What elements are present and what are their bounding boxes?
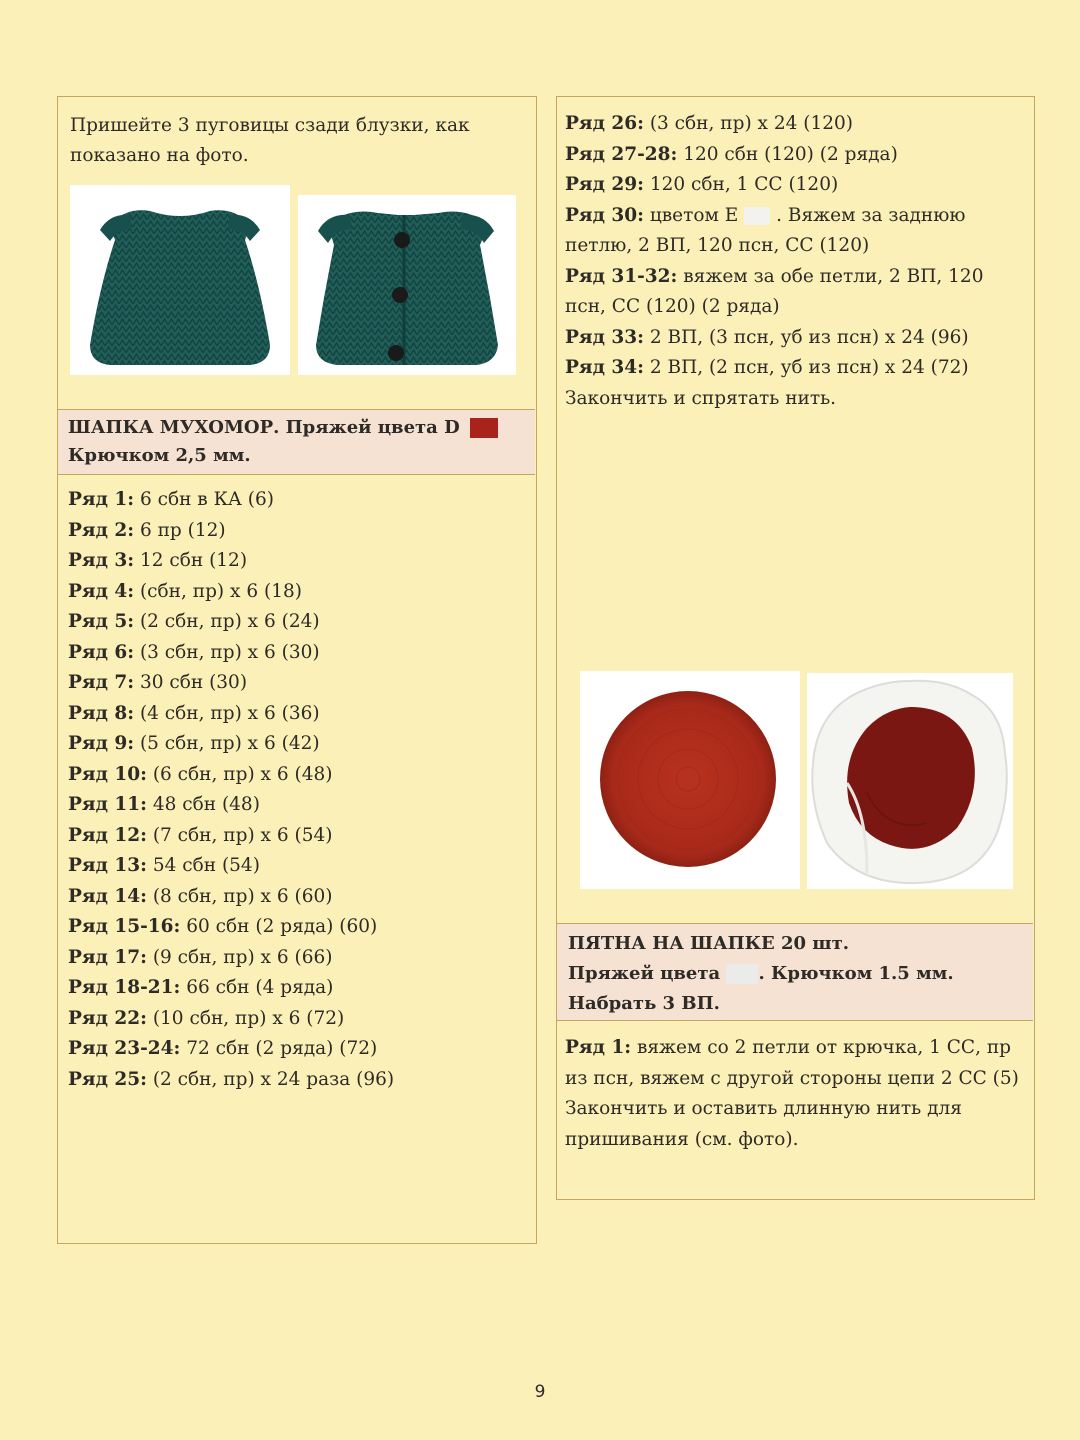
- hat-row: Ряд 11: 48 сбн (48): [68, 794, 260, 815]
- hat-row: Ряд 33: 2 ВП, (3 псн, уб из псн) х 24 (96): [565, 326, 969, 348]
- hat-row: Ряд 31-32: вяжем за обе петли, 2 ВП, 120 псн, СС (120) (2 ряда): [565, 265, 984, 317]
- finish-text: Закончить и спрятать нить.: [565, 387, 837, 409]
- left-column-box: [57, 96, 537, 1244]
- hat-row: Ряд 14: (8 сбн, пр) х 6 (60): [68, 885, 333, 907]
- hat-row: Ряд 26: (3 сбн, пр) х 24 (120): [565, 113, 854, 134]
- hat-inside-photo: [807, 673, 1013, 889]
- hat-row: Ряд 9: (5 сбн, пр) х 6 (42): [68, 733, 320, 754]
- spots-header-line3: Набрать 3 ВП.: [568, 993, 720, 1014]
- hat-row: Ряд 12: (7 сбн, пр) х 6 (54): [68, 824, 333, 846]
- spots-header-line2b: . Крючком 1.5 мм.: [758, 963, 954, 984]
- hat-row: Ряд 6: (3 сбн, пр) х 6 (30): [68, 641, 320, 663]
- spots-section-header: [557, 923, 1033, 1021]
- hat-row: Ряд 27-28: 120 сбн (120) (2 ряда): [565, 143, 898, 165]
- blouse-back-photo: [298, 195, 516, 375]
- hat-row: Ряд 3: 12 сбн (12): [68, 550, 248, 571]
- color-e-swatch: [744, 207, 770, 225]
- hat-row: Ряд 34: 2 ВП, (2 псн, уб из псн) х 24 (72): [565, 357, 969, 378]
- red-hat-photo: [580, 671, 800, 889]
- hat-row: Ряд 18-21: 66 сбн (4 ряда): [68, 977, 334, 998]
- hat-row: Ряд 4: (сбн, пр) х 6 (18): [68, 580, 302, 602]
- spots-color-swatch: [726, 964, 758, 984]
- spots-row: Ряд 1: вяжем со 2 петли от крючка, 1 СС, пр из псн, вяжем с другой стороны цепи 2 СС (5): [565, 1037, 1019, 1089]
- hat-header-line1: ШАПКА МУХОМОР. Пряжей цвета D: [68, 417, 460, 438]
- button-bottom-icon: [388, 345, 404, 361]
- hat-row: Ряд 10: (6 сбн, пр) х 6 (48): [68, 763, 333, 785]
- hat-rows-continued: [565, 109, 1025, 414]
- hat-header-line2: Крючком 2,5 мм.: [68, 445, 251, 466]
- button-top-icon: [394, 232, 410, 248]
- right-column-box: [556, 96, 1035, 1200]
- page-number: 9: [534, 1382, 546, 1402]
- hat-row: Ряд 23-24: 72 сбн (2 ряда) (72): [68, 1038, 378, 1059]
- hat-row: Ряд 1: 6 сбн в КА (6): [68, 489, 275, 510]
- spots-header-line1: ПЯТНА НА ШАПКЕ 20 шт.: [568, 933, 850, 954]
- hat-row: Ряд 7: 30 сбн (30): [68, 672, 248, 693]
- hat-row: Ряд 17: (9 сбн, пр) х 6 (66): [68, 946, 333, 968]
- blouse-front-photo: [70, 185, 290, 375]
- intro-text: Пришейте 3 пуговицы сзади блузки, как показано на фото.: [70, 115, 470, 166]
- hat-section-header: [58, 409, 535, 475]
- hat-row: Ряд 5: (2 сбн, пр) х 6 (24): [68, 611, 320, 632]
- hat-rows-list: [68, 485, 394, 1095]
- color-d-swatch: [470, 418, 498, 438]
- button-middle-icon: [392, 287, 408, 303]
- hat-row: Ряд 8: (4 сбн, пр) х 6 (36): [68, 702, 320, 724]
- hat-row: Ряд 2: 6 пр (12): [68, 519, 226, 541]
- spots-rows: [565, 1033, 1020, 1155]
- hat-row: Ряд 29: 120 сбн, 1 СС (120): [565, 174, 839, 195]
- spots-finish-text: Закончить и оставить длинную нить для пришивания (см. фото).: [565, 1098, 962, 1150]
- hat-row: Ряд 30: цветом Е . Вяжем за заднюю петлю, 2 ВП, 120 псн, СС (120): [565, 204, 966, 256]
- hat-row: Ряд 22: (10 сбн, пр) х 6 (72): [68, 1007, 345, 1029]
- hat-row: Ряд 15-16: 60 сбн (2 ряда) (60): [68, 916, 378, 937]
- hat-row: Ряд 13: 54 сбн (54): [68, 855, 260, 876]
- spots-header-line2a: Пряжей цвета: [568, 963, 721, 984]
- hat-row: Ряд 25: (2 сбн, пр) х 24 раза (96): [68, 1068, 395, 1090]
